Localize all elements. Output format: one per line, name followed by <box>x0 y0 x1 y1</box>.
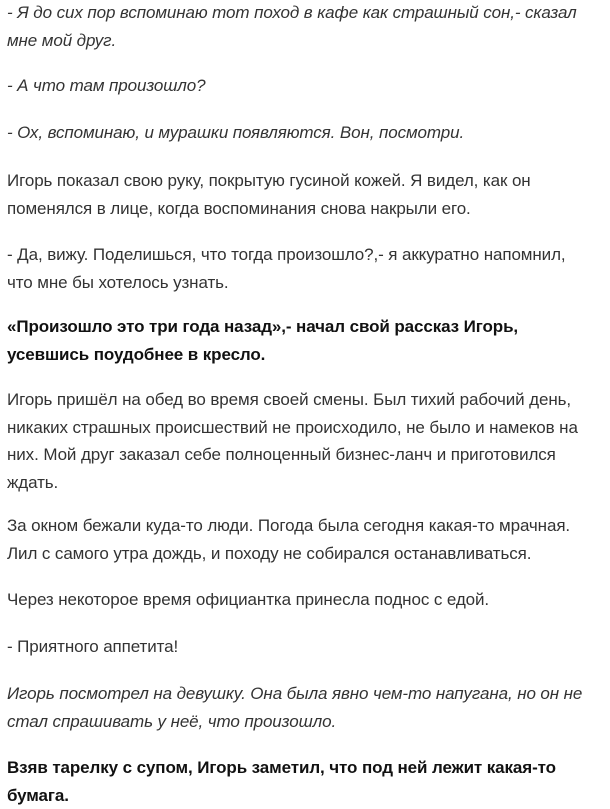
paragraph-4: Игорь показал свою руку, покрытую гусиной кожей. Я видел, как он поменялся в лице, когда воспоминания снова накрыли его. <box>7 171 531 218</box>
paragraph-12: Взяв тарелку с супом, Игорь заметил, что под ней лежит какая-то бумага. <box>7 758 556 805</box>
paragraph-6: «Произошло это три года назад»,- начал свой рассказ Игорь, усевшись поудобнее в кресло. <box>7 317 519 364</box>
paragraph-1: - Я до сих пор вспоминаю тот поход в кафе как страшный сон,- сказал мне мой друг. <box>7 3 577 50</box>
paragraph-10: - Приятного аппетита! <box>7 637 179 656</box>
paragraph-5: - Да, вижу. Поделишься, что тогда произошло?,- я аккуратно напомнил, что мне бы хотелось узнать. <box>7 245 566 292</box>
paragraph-3: - Ох, вспоминаю, и мурашки появляются. Вон, посмотри. <box>7 123 465 142</box>
paragraph-7: Игорь пришёл на обед во время своей смены. Был тихий рабочий день, никаких страшных происшествий не происходило, не было и намеков на них. Мой друг заказал себе полноценный бизнес-ланч и приготовился ждать. <box>7 390 578 492</box>
paragraph-9: Через некоторое время официантка принесла поднос с едой. <box>7 590 490 609</box>
paragraph-2: - А что там произошло? <box>7 76 206 95</box>
paragraph-8: За окном бежали куда-то люди. Погода была сегодня какая-то мрачная. Лил с самого утра дождь, и походу не собирался останавливаться. <box>7 516 571 563</box>
paragraph-11: Игорь посмотрел на девушку. Она была явно чем-то напугана, но он не стал спрашивать у неё, что произошло. <box>7 684 583 731</box>
